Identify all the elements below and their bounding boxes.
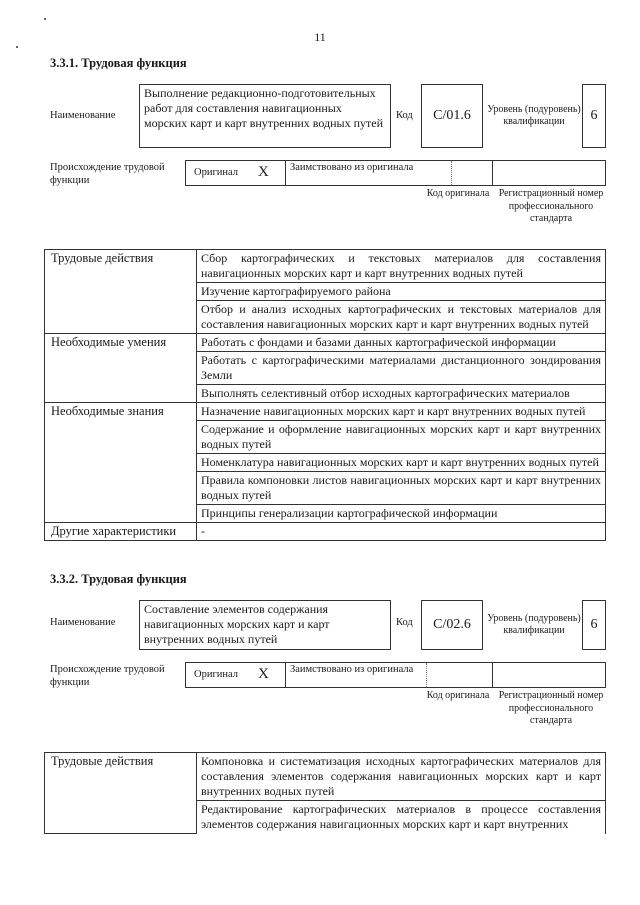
name-label: Наименование [50, 110, 116, 121]
function-details-table [44, 249, 606, 541]
function-name-box [139, 600, 391, 650]
table-cell: Отбор и анализ исходных картографических и текстовых материалов для составления навигационных морских карт и карт внутренних водных путей [197, 301, 606, 334]
section-title: 3.3.1. Трудовая функция [50, 56, 187, 70]
table-row [45, 523, 606, 541]
reg-number-caption: Регистрационный номер профессионального стандарта [498, 188, 604, 224]
scan-speck [16, 46, 18, 48]
original-cell [186, 161, 286, 185]
original-cell [186, 663, 286, 687]
code-box [421, 600, 483, 650]
code-label: Код [396, 110, 413, 121]
table-cell: Работать с фондами и базами данных картографической информации [197, 334, 606, 352]
original-mark: X [258, 164, 269, 180]
reg-number-caption: Регистрационный номер профессионального стандарта [498, 690, 604, 726]
page-number: 11 [314, 30, 326, 44]
table-row [45, 753, 606, 801]
cell-divider [492, 663, 493, 687]
function-name-box [139, 84, 391, 148]
table-cell: Выполнять селективный отбор исходных картографических материалов [197, 385, 606, 403]
table-cell: Назначение навигационных морских карт и карт внутренних водных путей [197, 403, 606, 421]
borrowed-label: Заимствовано из оригинала [290, 162, 414, 173]
origin-label: Происхождение трудовой функции [50, 162, 165, 186]
table-cell: Номенклатура навигационных морских карт и карт внутренних водных путей [197, 454, 606, 472]
table-row [45, 403, 606, 421]
origin-row [185, 160, 606, 186]
level-label: Уровень (подуровень) квалификации [487, 612, 581, 636]
cell-divider [451, 161, 453, 185]
section-title: 3.3.2. Трудовая функция [50, 572, 187, 586]
table-row [45, 334, 606, 352]
level-label: Уровень (подуровень) квалификации [487, 103, 581, 127]
scan-speck [44, 18, 46, 20]
category-cell: Необходимые знания [45, 403, 197, 523]
origin-code-caption: Код оригинала [426, 690, 490, 701]
category-cell: Другие характеристики [45, 523, 197, 541]
function-name: Составление элементов содержания навигационных морских карт и карт внутренних водных путей [144, 602, 330, 646]
function-name: Выполнение редакционно-подготовительных работ для составления навигационных морских карт и карт внутренних водных путей [144, 86, 384, 130]
original-label: Оригинал [194, 167, 238, 178]
code-label: Код [396, 617, 413, 628]
table-row [45, 250, 606, 283]
cell-divider [492, 161, 493, 185]
name-label: Наименование [50, 617, 116, 628]
function-details-table [44, 752, 606, 834]
qualification-level: 6 [590, 617, 598, 632]
category-cell: Трудовые действия [45, 753, 197, 834]
table-cell: Содержание и оформление навигационных морских карт и карт внутренних водных путей [197, 421, 606, 454]
table-cell: Принципы генерализации картографической информации [197, 505, 606, 523]
origin-label: Происхождение трудовой функции [50, 664, 165, 688]
function-code: С/02.6 [433, 617, 471, 632]
table-cell: Изучение картографируемого района [197, 283, 606, 301]
original-mark: X [258, 666, 269, 682]
table-cell: Редактирование картографических материалов в процессе составления элементов содержания навигационных морских карт и карт внутренних [197, 801, 606, 834]
table-cell: Работать с картографическими материалами дистанционного зондирования Земли [197, 352, 606, 385]
table-cell: - [197, 523, 606, 541]
original-label: Оригинал [194, 669, 238, 680]
code-box [421, 84, 483, 148]
level-box [582, 84, 606, 148]
origin-row [185, 662, 606, 688]
table-cell: Правила компоновки листов навигационных морских карт и карт внутренних водных путей [197, 472, 606, 505]
level-box [582, 600, 606, 650]
function-code: С/01.6 [433, 108, 471, 123]
category-cell: Необходимые умения [45, 334, 197, 403]
borrowed-label: Заимствовано из оригинала [290, 664, 414, 675]
table-cell: Компоновка и систематизация исходных картографических материалов для составления элементов содержания навигационных морских карт и карт внутренних водных путей [197, 753, 606, 801]
cell-divider [426, 663, 428, 687]
qualification-level: 6 [590, 108, 598, 123]
table-cell: Сбор картографических и текстовых материалов для составления навигационных морских карт и карт внутренних водных путей [197, 250, 606, 283]
origin-code-caption: Код оригинала [426, 188, 490, 199]
category-cell: Трудовые действия [45, 250, 197, 334]
